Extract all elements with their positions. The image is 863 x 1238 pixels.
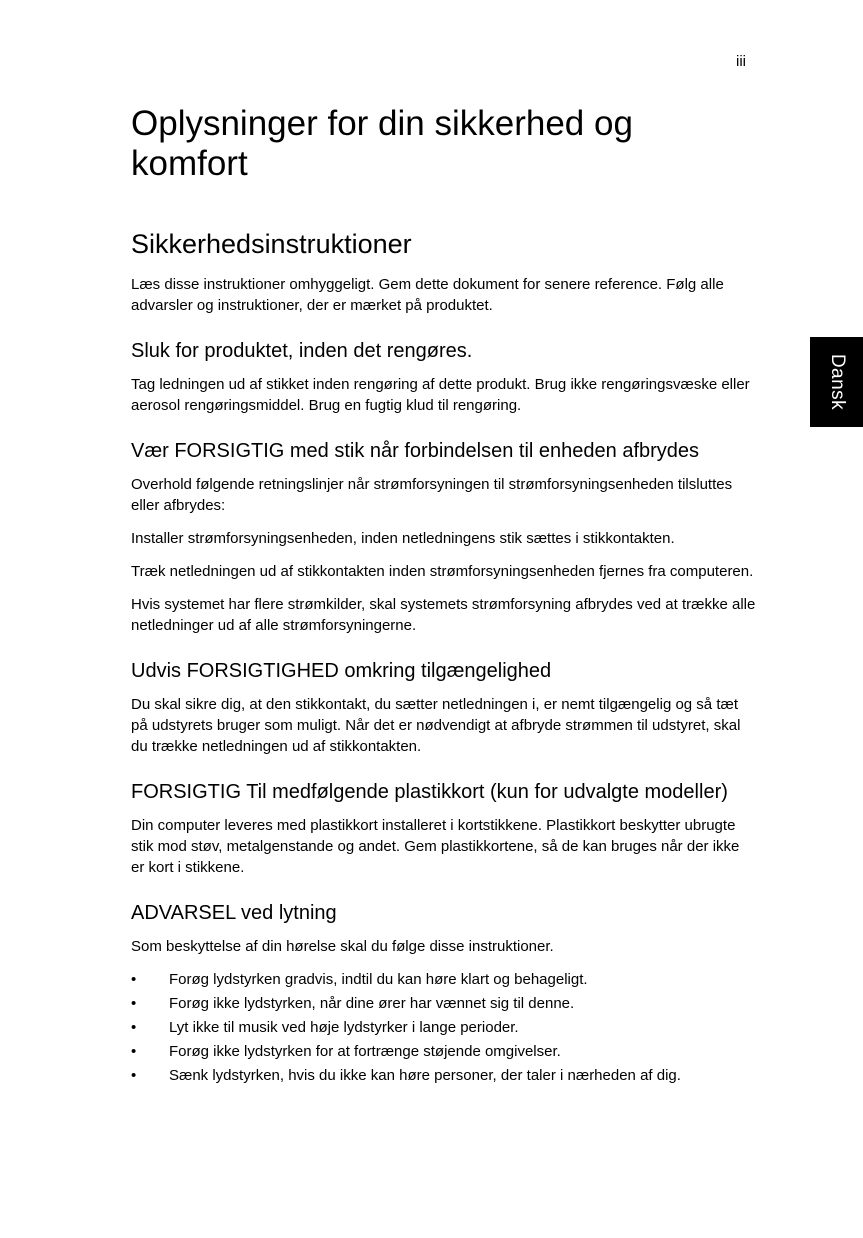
language-tab	[810, 337, 863, 427]
list-item	[131, 993, 756, 1014]
list-item	[131, 1041, 756, 1062]
subsection-heading-accessibility: Udvis FORSIGTIGHED omkring tilgængelighed	[131, 660, 552, 682]
list-item	[131, 969, 756, 990]
list-item-text: Forøg ikke lydstyrken for at fortrænge støjende omgivelser.	[169, 1043, 561, 1060]
list-item	[131, 1017, 756, 1038]
subsection-heading-listening-warning: ADVARSEL ved lytning	[131, 902, 337, 924]
page-title: Oplysninger for din sikkerhed og komfort	[131, 104, 633, 183]
paragraph: Du skal sikre dig, at den stikkontakt, du sætter netledningen i, er nemt tilgængelig og så tæt på udstyrets bruger som muligt. Når det er nødvendigt at afbryde strømmen til udstyret, skal du trække netledningen ud af stikkontakten.	[131, 696, 741, 755]
subsection-heading-plastic-cards: FORSIGTIG Til medfølgende plastikkort (kun for udvalgte modeller)	[131, 781, 728, 803]
section-title: Sikkerhedsinstruktioner	[131, 229, 412, 259]
subsection-heading-cleaning: Sluk for produktet, inden det rengøres.	[131, 340, 473, 362]
intro-paragraph: Læs disse instruktioner omhyggeligt. Gem dette dokument for senere reference. Følg alle advarsler og instruktioner, der er mærket på produktet.	[131, 276, 724, 314]
page-number: iii	[736, 53, 746, 70]
paragraph: Din computer leveres med plastikkort installeret i kortstikkene. Plastikkort beskytter ubrugte stik mod støv, metalgenstande og andet. Gem plastikkortene, så de kan bruges når der ikke er kort i stikkene.	[131, 817, 740, 876]
document-body	[131, 104, 756, 1089]
list-item-text: Lyt ikke til musik ved høje lydstyrker i lange perioder.	[169, 1019, 519, 1036]
paragraph: Træk netledningen ud af stikkontakten inden strømforsyningsenheden fjernes fra computeren.	[131, 563, 754, 580]
paragraph: Tag ledningen ud af stikket inden rengøring af dette produkt. Brug ikke rengøringsvæske eller aerosol rengøringsmiddel. Brug en fugtig klud til rengøring.	[131, 376, 750, 414]
list-item-text: Forøg ikke lydstyrken, når dine ører har vænnet sig til denne.	[169, 995, 575, 1012]
list-item-text: Sænk lydstyrken, hvis du ikke kan høre personer, der taler i nærheden af dig.	[169, 1067, 681, 1084]
paragraph: Overhold følgende retningslinjer når strømforsyningen til strømforsyningsenheden tilsluttes eller afbrydes:	[131, 476, 733, 514]
subsection-heading-plug-caution: Vær FORSIGTIG med stik når forbindelsen til enheden afbrydes	[131, 440, 700, 462]
bullet-icon: •	[131, 1019, 137, 1036]
listening-guidelines-list	[131, 969, 756, 1086]
paragraph: Som beskyttelse af din hørelse skal du følge disse instruktioner.	[131, 938, 554, 955]
paragraph: Hvis systemet har flere strømkilder, skal systemets strømforsyning afbrydes ved at trække alle netledninger ud af alle strømforsyningerne.	[131, 596, 756, 634]
bullet-icon: •	[131, 1067, 137, 1084]
bullet-icon: •	[131, 995, 137, 1012]
list-item-text: Forøg lydstyrken gradvis, indtil du kan høre klart og behageligt.	[169, 971, 588, 988]
language-tab-label: Dansk	[826, 353, 848, 411]
paragraph: Installer strømforsyningsenheden, inden netledningens stik sættes i stikkontakten.	[131, 530, 675, 547]
bullet-icon: •	[131, 971, 137, 988]
bullet-icon: •	[131, 1043, 137, 1060]
list-item	[131, 1065, 756, 1086]
